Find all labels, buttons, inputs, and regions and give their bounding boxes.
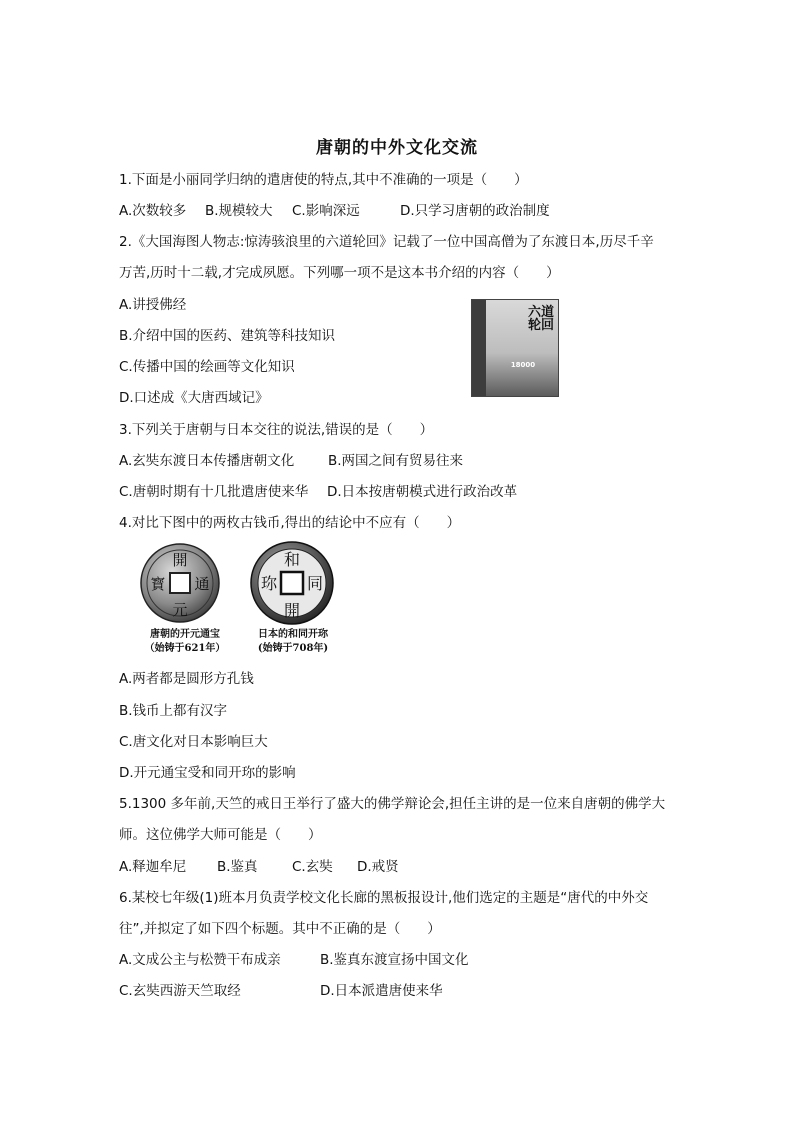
q3-option-d: D.日本按唐朝模式进行政治改革 (327, 484, 518, 500)
q6-stem-line1: 6.某校七年级(1)班本月负责学校文化长廊的黑板报设计,他们选定的主题是“唐代的中外交 (119, 890, 649, 906)
q2-option-a: A.讲授佛经 (119, 297, 187, 313)
q5-option-c: C.玄奘 (292, 859, 333, 875)
wadokaichin-coin (251, 542, 333, 624)
q6-option-d: D.日本派遣唐使来华 (320, 983, 443, 999)
q3-option-a: A.玄奘东渡日本传播唐朝文化 (119, 453, 295, 469)
q1-option-a: A.次数较多 (119, 203, 187, 219)
kaiyuan-coin (141, 544, 219, 622)
q3-options-row2 (119, 482, 679, 502)
q2-option-d: D.口述成《大唐西域记》 (119, 390, 269, 406)
book-cover-title: 六道 轮回 (527, 305, 554, 333)
q5-options (119, 857, 679, 877)
q1-option-d: D.只学习唐朝的政治制度 (400, 203, 550, 219)
q4-option-b: B.钱币上都有汉字 (119, 703, 228, 719)
q6-stem-line2: 往”,并拟定了如下四个标题。其中不正确的是（ ） (119, 921, 441, 937)
book-cover-image (471, 299, 559, 397)
q6-options-row1 (119, 950, 679, 970)
book-spine (472, 300, 486, 397)
q1-options (119, 201, 679, 221)
coin1-char-top: 開 (172, 551, 188, 569)
q6-option-a: A.文成公主与松赞干布成亲 (119, 952, 281, 968)
q5-stem-line1: 5.1300 多年前,天竺的戒日王举行了盛大的佛学辩论会,担任主讲的是一位来自唐朝的佛学大 (119, 796, 666, 812)
book-cover-number: 18000 (510, 361, 536, 369)
q2-stem-line1: 2.《大国海图人物志:惊涛骇浪里的六道轮回》记载了一位中国高僧为了东渡日本,历尽千辛 (119, 234, 654, 250)
q2-stem-line2: 万苦,历时十二载,才完成夙愿。下列哪一项不是这本书介绍的内容（ ） (119, 265, 560, 281)
coins-image (140, 540, 350, 630)
q6-options-row2 (119, 981, 679, 1001)
coin1-char-left: 寳 (150, 575, 166, 593)
q6-option-c: C.玄奘西游天竺取经 (119, 983, 241, 999)
coin2-char-top: 和 (283, 550, 301, 569)
q3-option-b: B.两国之间有贸易往来 (328, 453, 464, 469)
coin1-caption-line2: （始铸于621年） (144, 643, 226, 654)
coin1-char-right: 通 (194, 575, 210, 593)
q1-option-c: C.影响深远 (292, 203, 360, 219)
q4-stem: 4.对比下图中的两枚古钱币,得出的结论中不应有（ ） (119, 515, 461, 531)
q4-option-c: C.唐文化对日本影响巨大 (119, 734, 268, 750)
q3-stem: 3.下列关于唐朝与日本交往的说法,错误的是（ ） (119, 422, 434, 438)
q1-option-b: B.规模较大 (205, 203, 273, 219)
coin2-caption (238, 628, 348, 656)
q4-option-a: A.两者都是圆形方孔钱 (119, 671, 254, 687)
q2-option-c: C.传播中国的绘画等文化知识 (119, 359, 295, 375)
coin1-caption (130, 628, 240, 656)
coin2-char-left: 珎 (260, 574, 278, 593)
coin2-char-bottom: 開 (283, 601, 301, 620)
coin1-char-bottom: 元 (172, 601, 188, 619)
q5-option-d: D.戒贤 (357, 859, 399, 875)
q6-option-b: B.鉴真东渡宣扬中国文化 (320, 952, 469, 968)
q3-option-c: C.唐朝时期有十几批遣唐使来华 (119, 484, 309, 500)
q2-option-b: B.介绍中国的医药、建筑等科技知识 (119, 328, 336, 344)
q4-option-d: D.开元通宝受和同开珎的影响 (119, 765, 296, 781)
q1-stem: 1.下面是小丽同学归纳的遣唐使的特点,其中不准确的一项是（ ） (119, 172, 528, 188)
q3-options-row1 (119, 451, 679, 471)
page-title: 唐朝的中外文化交流 (316, 138, 478, 158)
q5-option-a: A.释迦牟尼 (119, 859, 187, 875)
q5-option-b: B.鉴真 (217, 859, 258, 875)
coin1-caption-line1: 唐朝的开元通宝 (150, 629, 220, 640)
coin2-caption-line1: 日本的和同开珎 (258, 629, 328, 640)
q5-stem-line2: 师。这位佛学大师可能是（ ） (119, 827, 322, 843)
coin2-char-right: 同 (306, 574, 324, 593)
coin2-caption-line2: (始铸于708年) (257, 643, 329, 654)
